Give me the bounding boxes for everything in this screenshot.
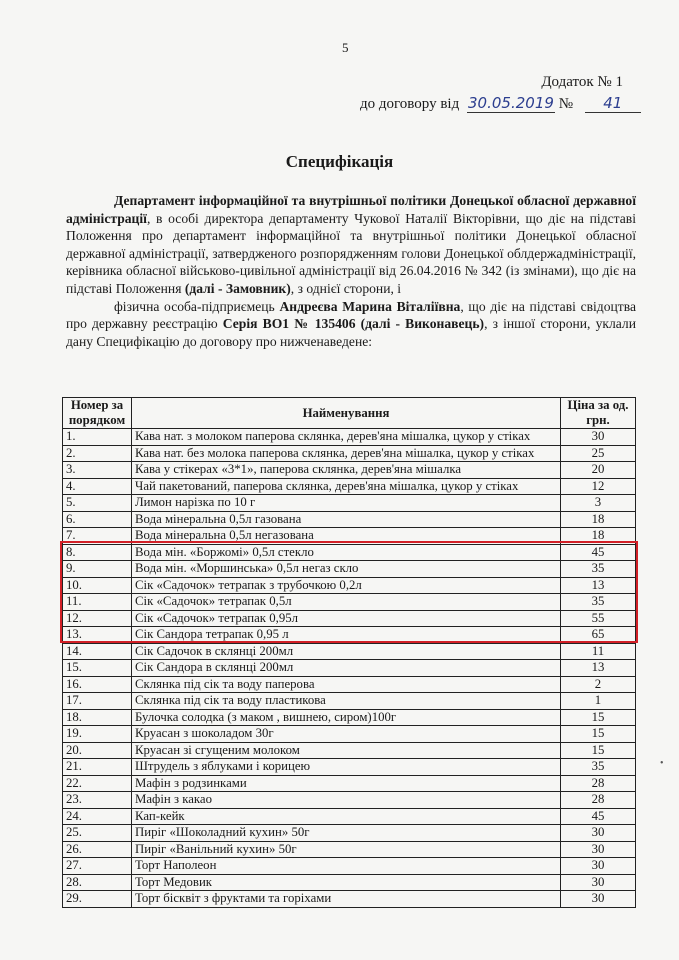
- row-name: Кава нат. без молока паперова склянка, дерев'яна мішалка, цукор у стіках: [132, 445, 561, 462]
- table-row: [63, 874, 636, 891]
- table-row: [63, 577, 636, 594]
- contractor-mid: , що діє на підставі свідоцтва про державну реєстрацію: [66, 298, 636, 332]
- row-price: 28: [561, 775, 636, 792]
- row-name: Пиріг «Ванільний кухин» 50г: [132, 841, 561, 858]
- row-price: 30: [561, 874, 636, 891]
- row-price: 55: [561, 610, 636, 627]
- row-name: Круасан зі сгущеним молоком: [132, 742, 561, 759]
- table-row: [63, 693, 636, 710]
- table-row: [63, 841, 636, 858]
- row-number: 1.: [63, 429, 132, 446]
- row-name: Сік Садочок в склянці 200мл: [132, 643, 561, 660]
- row-number: 16.: [63, 676, 132, 693]
- contractor-end: , з іншої сторони, уклали дану Специфікацію до договору про нижченаведене:: [66, 316, 636, 349]
- row-number: 21.: [63, 759, 132, 776]
- row-price: 30: [561, 825, 636, 842]
- contractor-prefix: фізична особа-підприємець: [114, 298, 280, 314]
- row-price: 13: [561, 660, 636, 677]
- row-name: Сік Сандора в склянці 200мл: [132, 660, 561, 677]
- row-name: Кава у стікерах «3*1», паперова склянка, дерев'яна мішалка: [132, 462, 561, 479]
- row-number: 22.: [63, 775, 132, 792]
- table-row: [63, 462, 636, 479]
- table-row: [63, 660, 636, 677]
- row-name: Кап-кейк: [132, 808, 561, 825]
- row-name: Круасан з шоколадом 30г: [132, 726, 561, 743]
- table-body: [63, 429, 636, 908]
- contract-date: 30.05.2019: [468, 94, 554, 112]
- contractor-name: Андреєва Марина Віталіївна: [279, 298, 461, 314]
- row-name: Сік Сандора тетрапак 0,95 л: [132, 627, 561, 644]
- table-row: [63, 528, 636, 545]
- row-number: 4.: [63, 478, 132, 495]
- row-name: Чай пакетований, паперова склянка, дерев'яна мішалка, цукор у стіках: [132, 478, 561, 495]
- customer-designation: (далі - Замовник): [184, 280, 291, 296]
- row-number: 28.: [63, 874, 132, 891]
- row-number: 24.: [63, 808, 132, 825]
- row-price: 25: [561, 445, 636, 462]
- row-price: 35: [561, 594, 636, 611]
- table-row: [63, 891, 636, 908]
- table-row: [63, 561, 636, 578]
- row-price: 18: [561, 511, 636, 528]
- row-name: Вода мінеральна 0,5л негазована: [132, 528, 561, 545]
- row-price: 35: [561, 759, 636, 776]
- row-number: 9.: [63, 561, 132, 578]
- row-number: 13.: [63, 627, 132, 644]
- row-number: 18.: [63, 709, 132, 726]
- row-name: Пиріг «Шоколадний кухин» 50г: [132, 825, 561, 842]
- row-price: 30: [561, 858, 636, 875]
- row-price: 65: [561, 627, 636, 644]
- row-name: Мафін з родзинками: [132, 775, 561, 792]
- table-row: [63, 610, 636, 627]
- row-price: 15: [561, 726, 636, 743]
- table-row: [63, 511, 636, 528]
- customer-name: Департамент інформаційної та внутрішньої політики Донецької обласної державної адміністрації: [66, 193, 636, 226]
- table-row: [63, 445, 636, 462]
- contract-reference: [360, 94, 641, 113]
- row-number: 26.: [63, 841, 132, 858]
- row-price: 1: [561, 693, 636, 710]
- row-price: 20: [561, 462, 636, 479]
- table-row: [63, 429, 636, 446]
- table-row: [63, 792, 636, 809]
- row-number: 10.: [63, 577, 132, 594]
- table-header-row: [63, 398, 636, 429]
- table-row: [63, 808, 636, 825]
- table-row: [63, 742, 636, 759]
- header-price: Ціна за од. грн.: [561, 398, 636, 429]
- row-name: Сік «Садочок» тетрапак 0,95л: [132, 610, 561, 627]
- row-name: Вода мін. «Моршинська» 0,5л негаз скло: [132, 561, 561, 578]
- row-price: 35: [561, 561, 636, 578]
- intro-paragraph-contractor: [66, 298, 636, 351]
- row-name: Кава нат. з молоком паперова склянка, дерев'яна мішалка, цукор у стіках: [132, 429, 561, 446]
- row-number: 17.: [63, 693, 132, 710]
- row-price: 30: [561, 891, 636, 908]
- row-number: 14.: [63, 643, 132, 660]
- row-name: Торт бісквіт з фруктами та горіхами: [132, 891, 561, 908]
- row-number: 25.: [63, 825, 132, 842]
- row-price: 15: [561, 709, 636, 726]
- document-title: Специфікація: [285, 152, 394, 171]
- page-number: 5: [342, 40, 349, 55]
- row-number: 11.: [63, 594, 132, 611]
- row-name: Мафін з какао: [132, 792, 561, 809]
- row-number: 12.: [63, 610, 132, 627]
- row-number: 27.: [63, 858, 132, 875]
- row-price: 2: [561, 676, 636, 693]
- contractor-registration: Серія ВО1 № 135406 (далі - Виконавець): [222, 316, 485, 332]
- row-number: 8.: [63, 544, 132, 561]
- row-name: Торт Медовик: [132, 874, 561, 891]
- intro-paragraph-customer: [66, 192, 636, 298]
- table-row: [63, 643, 636, 660]
- row-price: 45: [561, 544, 636, 561]
- row-name: Вода мінеральна 0,5л газована: [132, 511, 561, 528]
- row-name: Булочка солодка (з маком , вишнею, сиром)100г: [132, 709, 561, 726]
- row-number: 3.: [63, 462, 132, 479]
- row-price: 30: [561, 429, 636, 446]
- row-number: 2.: [63, 445, 132, 462]
- row-number: 20.: [63, 742, 132, 759]
- row-name: Склянка під сік та воду паперова: [132, 676, 561, 693]
- table-row: [63, 726, 636, 743]
- row-number: 29.: [63, 891, 132, 908]
- number-sign: №: [558, 96, 574, 112]
- table-row: [63, 759, 636, 776]
- customer-end: , з однієї сторони, і: [290, 280, 402, 296]
- row-number: 6.: [63, 511, 132, 528]
- row-number: 5.: [63, 495, 132, 512]
- row-name: Штрудель з яблуками і корицею: [132, 759, 561, 776]
- row-number: 19.: [63, 726, 132, 743]
- row-price: 30: [561, 841, 636, 858]
- row-price: 28: [561, 792, 636, 809]
- row-name: Сік «Садочок» тетрапак 0,5л: [132, 594, 561, 611]
- row-price: 13: [561, 577, 636, 594]
- table-row: [63, 478, 636, 495]
- row-price: 45: [561, 808, 636, 825]
- row-name: Вода мін. «Боржомі» 0,5л стекло: [132, 544, 561, 561]
- customer-details: , в особі директора департаменту Чукової Наталії Вікторівни, що діє на підставі Положення про департамент інформаційної та внутрішньої політики Донецької обласної державної адміністрації, затвердженого розпорядженням голови Донецької облдержадміністрації, керівника обласної військово-цивільної адміністрації від 26.04.2016 № 342 (із змінами), що діє на підставі Положення: [66, 210, 636, 296]
- table-row: [63, 709, 636, 726]
- table-row: [63, 676, 636, 693]
- table-row: [63, 858, 636, 875]
- row-number: 15.: [63, 660, 132, 677]
- row-price: 15: [561, 742, 636, 759]
- table-row: [63, 544, 636, 561]
- table-row: [63, 627, 636, 644]
- row-number: 7.: [63, 528, 132, 545]
- annex-label: Додаток № 1: [541, 74, 623, 90]
- row-price: 18: [561, 528, 636, 545]
- header-number: Номер за порядком: [63, 398, 132, 429]
- scan-mark: •: [660, 758, 664, 769]
- row-number: 23.: [63, 792, 132, 809]
- table-row: [63, 495, 636, 512]
- header-name: Найменування: [132, 398, 561, 429]
- intro-text: [66, 192, 636, 350]
- table-row: [63, 775, 636, 792]
- row-name: Склянка під сік та воду пластикова: [132, 693, 561, 710]
- row-price: 12: [561, 478, 636, 495]
- table-row: [63, 825, 636, 842]
- specification-table: [62, 397, 636, 908]
- contract-number: 41: [585, 94, 641, 113]
- row-name: Сік «Садочок» тетрапак з трубочкою 0,2л: [132, 577, 561, 594]
- contract-prefix: до договору від: [360, 96, 460, 112]
- row-price: 3: [561, 495, 636, 512]
- row-price: 11: [561, 643, 636, 660]
- row-name: Торт Наполеон: [132, 858, 561, 875]
- table-row: [63, 594, 636, 611]
- row-name: Лимон нарізка по 10 г: [132, 495, 561, 512]
